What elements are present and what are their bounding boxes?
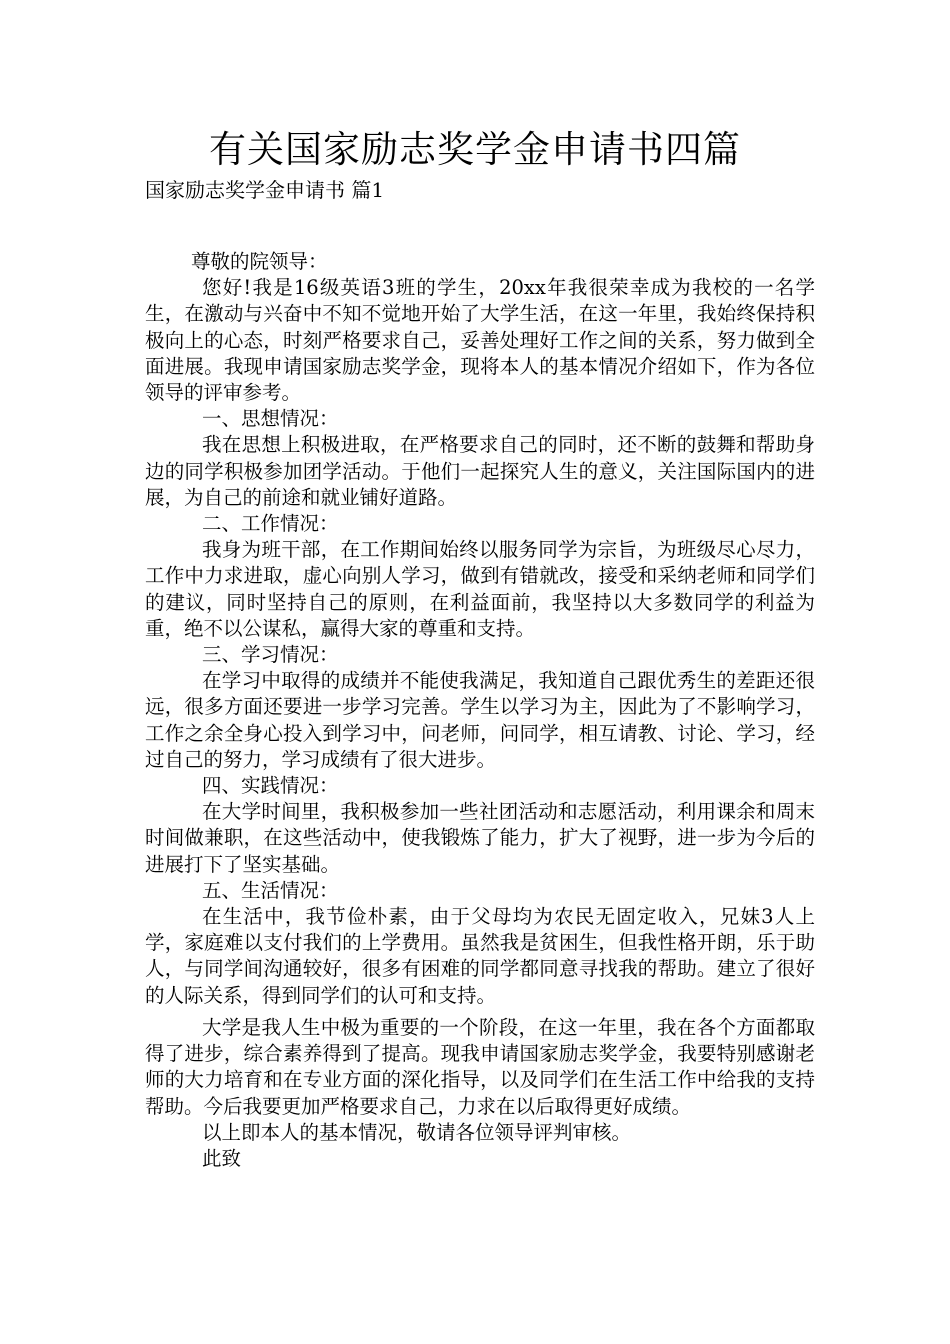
section-text-thought: 我在思想上积极进取，在严格要求自己的同时，还不断的鼓舞和帮助身边的同学积极参加团学活动。于他们一起探究人生的意义，关注国际国内的进展，为自己的前途和就业铺好道路。 (145, 433, 815, 509)
letter-body (145, 249, 815, 1172)
section-text-life: 在生活中，我节俭朴素，由于父母均为农民无固定收入，兄妹3人上学，家庭难以支付我们的上学费用。虽然我是贫困生，但我性格开朗，乐于助人，与同学间沟通较好，很多有困难的同学都同意寻找我的帮助。建立了很好的人际关系，得到同学们的认可和支持。 (145, 905, 815, 1007)
section-heading-practice: 四、实践情况： (202, 774, 339, 798)
section-heading-life: 五、生活情况： (202, 878, 339, 902)
page-title: 有关国家励志奖学金申请书四篇 (209, 128, 741, 171)
conclusion-paragraph: 大学是我人生中极为重要的一个阶段，在这一年里，我在各个方面都取得了进步，综合素养得到了提高。现我申请国家励志奖学金，我要特别感谢老师的大力培育和在专业方面的深化指导，以及同学们在生活工作中给我的支持帮助。今后我要更加严格要求自己，力求在以后取得更好成绩。 (145, 1015, 815, 1118)
intro-paragraph: 您好!我是16级英语3班的学生，20xx年我很荣幸成为我校的一名学生，在激动与兴奋中不知不觉地开始了大学生活，在这一年里，我始终保持积极向上的心态，时刻严格要求自己，妥善处理好工作之间的关系，努力做到全面进展。我现申请国家励志奖学金，现将本人的基本情况介绍如下，作为各位领导的评审参考。 (145, 276, 815, 405)
section-text-work: 我身为班干部，在工作期间始终以服务同学为宗旨，为班级尽心尽力，工作中力求进取，虚心向别人学习，做到有错就改，接受和采纳老师和同学们的建议，同时坚持自己的原则，在利益面前，我坚持以大多数同学的利益为重，绝不以公谋私，赢得大家的尊重和支持。 (145, 538, 815, 640)
section-heading-study: 三、学习情况： (202, 643, 339, 667)
salutation: 尊敬的院领导： (191, 250, 328, 273)
closing-line: 以上即本人的基本情况，敬请各位领导评判审核。 (202, 1120, 632, 1144)
section-heading-work: 二、工作情况： (202, 512, 339, 536)
section-text-practice: 在大学时间里，我积极参加一些社团活动和志愿活动，利用课余和周末时间做兼职，在这些活动中，使我锻炼了能力，扩大了视野，进一步为今后的进展打下了坚实基础。 (145, 800, 815, 876)
section-text-study: 在学习中取得的成绩并不能使我满足，我知道自己跟优秀生的差距还很远，很多方面还要进一步学习完善。学生以学习为主，因此为了不影响学习，工作之余全身心投入到学习中，问老师，问同学，相互请教、讨论、学习，经过自己的努力，学习成绩有了很大进步。 (145, 669, 815, 771)
closing-word: 此致 (202, 1146, 242, 1170)
document-subtitle: 国家励志奖学金申请书 篇1 (145, 178, 385, 202)
section-heading-thought: 一、思想情况： (202, 407, 339, 431)
